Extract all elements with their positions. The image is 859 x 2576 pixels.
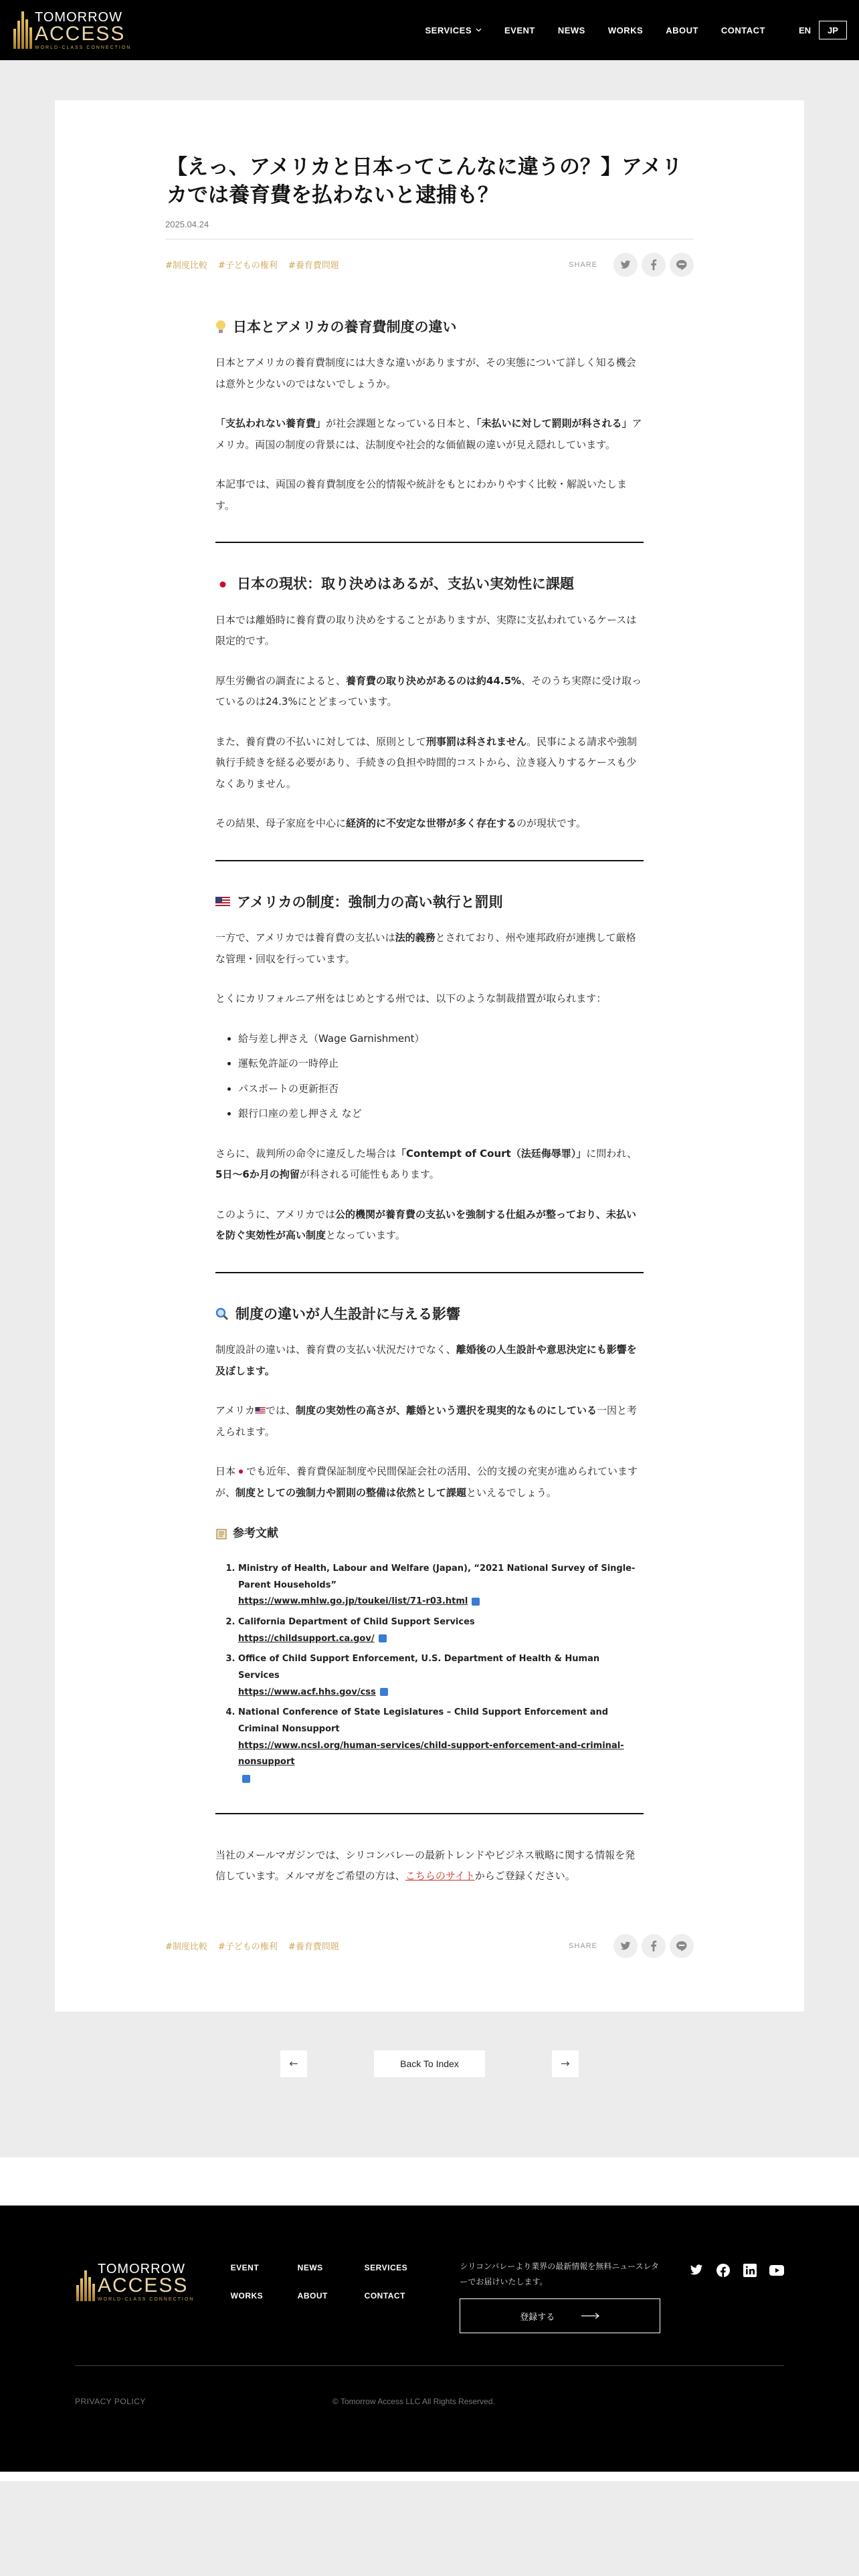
logo-line3: WORLD-CLASS CONNECTION	[35, 45, 132, 50]
text: 。民事による請求や強制執行手続きを経る必要があり、手続きの負担や時間的コストから、泣き寝入りするケースも少なくありません。	[215, 735, 638, 790]
facebook-icon	[650, 1941, 657, 1951]
section-heading	[215, 892, 644, 914]
tag-list	[165, 1939, 339, 1952]
paragraph: 日本では離婚時に養育費の取り決めをすることがありますが、実際に支払われているケースは限定的です。	[215, 613, 637, 647]
logo-mark-icon	[12, 11, 32, 49]
paragraph	[215, 732, 644, 795]
spacer-band	[0, 2157, 859, 2206]
text: 厚生労働省の調査によると、	[215, 674, 347, 687]
article-meta	[165, 239, 694, 277]
text: といえるでしょう。	[466, 1486, 557, 1499]
text: 一方で、アメリカでは養育費の支払いは	[215, 932, 395, 944]
text: 当社のメールマガジンでは、シリコンバレーの最新トレンドやビジネス戦略に関する情報を発信しています。メルマガをご希望の方は、	[215, 1848, 636, 1883]
references-heading-text: 参考文献	[233, 1527, 278, 1541]
facebook-icon	[717, 2264, 730, 2277]
logo-mark-icon	[75, 2264, 95, 2301]
text: に問われ、	[586, 1147, 638, 1160]
share-label: SHARE	[569, 260, 597, 269]
paragraph	[215, 1400, 644, 1442]
logo-line2: ACCESS	[98, 2274, 189, 2297]
divider	[215, 1813, 644, 1814]
back-to-index-button[interactable]: Back To Index	[374, 2050, 485, 2077]
facebook-link[interactable]	[716, 2263, 731, 2278]
footer-newsletter	[460, 2259, 660, 2334]
paragraph: 日本とアメリカの養育費制度には大きな違いがありますが、その実態について詳しく知る機会は意外と少ないのではないでしょうか。	[215, 356, 636, 390]
list-item: • 運転免許証の一時停止	[238, 1053, 644, 1075]
reference-link[interactable]: https://www.mhlw.go.jp/toukei/list/71-r03.html	[238, 1596, 468, 1607]
reference-title: 2. California Department of Child Support Services	[238, 1616, 475, 1627]
paragraph	[215, 1144, 644, 1186]
footer-logo[interactable]	[75, 2259, 202, 2306]
subscribe-label: 登録する	[520, 2312, 555, 2323]
text: アメリカ。両国の制度の背景には、法制度や社会的な価値観の違いが見え隠れしています。	[215, 417, 642, 451]
paragraph	[215, 1339, 644, 1382]
paragraph: とくにカリフォルニア州をはじめとする州では、以下のような制裁措置が取られます：	[215, 992, 607, 1005]
share-facebook-button[interactable]	[642, 253, 666, 277]
text: 日本	[215, 1465, 236, 1478]
book-icon	[215, 1528, 227, 1540]
footer-top	[75, 2259, 784, 2334]
emphasis: 法的義務	[395, 932, 436, 944]
emphasis: 経済的に不安定な世帯が多く存在する	[346, 817, 517, 830]
divider	[215, 542, 644, 543]
linkedin-link[interactable]	[743, 2263, 757, 2278]
prev-article-button[interactable]: ←	[280, 2050, 307, 2077]
section-heading	[215, 1304, 644, 1325]
reference-item	[238, 1561, 644, 1610]
text: となっています。	[326, 1229, 405, 1242]
tag-link[interactable]: #制度比較	[165, 1942, 207, 1953]
share-twitter-button[interactable]	[613, 253, 638, 277]
lang-en-button[interactable]: EN	[798, 25, 812, 35]
tag-link[interactable]: #子どもの権利	[217, 261, 278, 272]
emphasis: 「未払いに対して罰則が科される」	[476, 417, 632, 430]
twitter-icon	[620, 1941, 631, 1951]
logo-text	[98, 2262, 194, 2302]
share-line-button[interactable]	[670, 253, 694, 277]
emphasis: 離婚後の人生設計や意思決定にも影響を及ぼします。	[215, 1344, 637, 1377]
bottom-strip	[0, 2472, 859, 2481]
site-logo[interactable]	[12, 7, 131, 53]
divider	[215, 860, 644, 861]
line-icon	[676, 259, 688, 270]
text: 一因と考えられます。	[215, 1404, 637, 1438]
article-wrap	[0, 60, 859, 2012]
footer-link-news[interactable]: NEWS	[297, 2262, 323, 2272]
emphasis: 「Contempt of Court（法廷侮辱罪）」	[396, 1147, 587, 1160]
article-footer-meta	[165, 1934, 694, 1958]
magnifier-icon	[215, 1307, 229, 1321]
list-item: • パスポートの更新拒否	[238, 1079, 644, 1100]
twitter-icon	[690, 2264, 703, 2276]
nav-about[interactable]: ABOUT	[666, 25, 698, 35]
footer-newsletter-text: シリコンバレーより業界の最新情報を無料ニュースレターでお届けいたします。	[460, 2261, 660, 2286]
newsletter-note	[215, 1845, 644, 1887]
section-heading	[215, 317, 644, 338]
share-label: SHARE	[569, 1941, 597, 1950]
references-list	[238, 1561, 644, 1788]
lightbulb-icon	[215, 320, 226, 334]
lang-jp-button[interactable]: JP	[819, 21, 847, 39]
text: 、そのうち実際に受け取っているのは24.3%にとどまっています。	[215, 674, 642, 708]
footer-link-works[interactable]: WORKS	[230, 2290, 264, 2300]
social-links	[689, 2263, 784, 2278]
tag-list	[165, 258, 339, 271]
emphasis: 公的機関が養育費の支払いを強制する仕組みが整っており、未払いを防ぐ実効性が高い制度	[215, 1208, 636, 1242]
external-link-icon	[380, 1688, 388, 1696]
article-title: 【えっ、アメリカと日本ってこんなに違うの？】アメリカでは養育費を払わないと逮捕も？	[167, 155, 682, 207]
language-switcher	[791, 21, 847, 39]
next-article-button[interactable]: →	[552, 2050, 579, 2077]
youtube-link[interactable]	[769, 2263, 784, 2278]
tag-link[interactable]: #制度比較	[165, 261, 207, 272]
tag-link[interactable]: #養育費問題	[288, 261, 339, 272]
nav-services[interactable]	[425, 25, 482, 35]
logo-line2: ACCESS	[35, 22, 126, 45]
reference-link[interactable]: https://www.acf.hhs.gov/css	[238, 1687, 376, 1697]
reference-link[interactable]: https://www.ncsl.org/human-services/child-support-enforcement-and-criminal-nonsupport	[238, 1740, 624, 1767]
share-twitter-button[interactable]	[613, 1934, 638, 1958]
privacy-policy-link[interactable]: PRIVACY POLICY	[75, 2397, 146, 2407]
reference-item	[238, 1614, 644, 1647]
reference-title: 4. National Conference of State Legislatures – Child Support Enforcement and Criminal Nonsupport	[238, 1707, 609, 1735]
emphasis: 刑事罰は科されません	[426, 735, 527, 748]
section1-heading-text: 日本とアメリカの養育費制度の違い	[233, 318, 457, 335]
nav-services-label: SERVICES	[425, 25, 472, 35]
text: さらに、裁判所の命令に違反した場合は	[215, 1147, 397, 1160]
nav-works[interactable]: WORKS	[607, 25, 644, 35]
text: また、養育費の不払いに対しては、原則として	[215, 735, 427, 748]
text: が社会課題となっている日本と、	[326, 417, 477, 430]
twitter-link[interactable]	[689, 2263, 704, 2278]
chevron-down-icon	[476, 28, 482, 32]
text: 制度設計の違いは、養育費の支払い状況だけでなく、	[215, 1344, 456, 1356]
footer-link-event[interactable]: EVENT	[230, 2262, 260, 2272]
nav-news[interactable]: NEWS	[557, 25, 585, 35]
paragraph: 本記事では、両国の養育費制度を公的情報や統計をもとにわかりやすく比較・解説いたします。	[215, 478, 628, 512]
arrow-right-icon	[581, 2313, 600, 2319]
list-item: • 給与差し押さえ（Wage Garnishment）	[238, 1029, 644, 1050]
divider	[215, 1272, 644, 1273]
japan-flag-icon	[215, 579, 230, 590]
section2-heading-text: 日本の現状：取り決めはあるが、支払い実効性に課題	[237, 576, 574, 593]
twitter-icon	[620, 260, 631, 270]
article-date: 2025.04.24	[165, 219, 209, 229]
text: のが現状です。	[516, 817, 586, 830]
text: とされており、州や連邦政府が連携して厳格な管理・回収を行っています。	[215, 932, 636, 965]
reference-item	[238, 1651, 644, 1701]
logo-line1: TOMORROW	[98, 2262, 185, 2277]
footer-link-contact[interactable]: CONTACT	[364, 2290, 405, 2300]
nav-event[interactable]: EVENT	[504, 25, 535, 35]
external-link-icon	[379, 1634, 387, 1642]
list-item: • 銀行口座の差し押さえ など	[238, 1103, 644, 1125]
japan-flag-icon	[235, 1468, 246, 1475]
copyright: © Tomorrow Access LLC All Rights Reserved.	[332, 2397, 495, 2407]
site-header	[0, 0, 859, 60]
article-header	[165, 154, 694, 277]
reference-title: 3. Office of Child Support Enforcement, U.S. Department of Health & Human Services	[238, 1654, 600, 1681]
text: でも近年、養育費保証制度や民間保証会社の活用、公的支援の充実が進められていますが、	[215, 1465, 638, 1499]
text: が科される可能性もあります。	[299, 1168, 440, 1181]
emphasis: 制度としての強制力や罰則の整備は依然として課題	[235, 1486, 467, 1499]
text: その結果、母子家庭を中心に	[215, 817, 347, 830]
facebook-icon	[650, 259, 657, 270]
section-heading	[215, 574, 644, 595]
emphasis: 「支払われない養育費」	[215, 417, 326, 430]
reference-item	[238, 1705, 644, 1787]
subscribe-button[interactable]	[460, 2298, 660, 2333]
emphasis: 制度の実効性の高さが、離婚という選択を現実的なものにしている	[295, 1404, 597, 1417]
footer-bottom	[75, 2365, 784, 2406]
article	[55, 100, 804, 2012]
share-bar	[569, 1934, 694, 1958]
paragraph	[215, 1204, 644, 1247]
logo-line3: WORLD-CLASS CONNECTION	[98, 2297, 195, 2302]
external-link-icon	[242, 1775, 250, 1783]
article-pager	[0, 2012, 859, 2157]
text: からご登録ください。	[474, 1870, 575, 1883]
youtube-icon	[769, 2265, 784, 2276]
section3-heading-text: アメリカの制度：強制力の高い執行と罰則	[237, 893, 503, 910]
article-body	[215, 317, 644, 1887]
newsletter-site-link[interactable]: こちらのサイト	[405, 1870, 475, 1883]
logo-line1: TOMORROW	[35, 9, 122, 25]
tag-link[interactable]: #子どもの権利	[217, 1942, 278, 1953]
paragraph	[215, 413, 644, 455]
footer-link-about[interactable]: ABOUT	[297, 2290, 328, 2300]
line-icon	[676, 1941, 688, 1951]
text: このように、アメリカでは	[215, 1208, 335, 1220]
text: では、	[265, 1404, 296, 1417]
reference-link[interactable]: https://childsupport.ca.gov/	[238, 1633, 375, 1644]
nav-contact[interactable]: CONTACT	[721, 25, 765, 35]
section4-heading-text: 制度の違いが人生設計に与える影響	[235, 1305, 460, 1322]
sanction-list	[238, 1029, 644, 1125]
logo-text	[35, 11, 131, 50]
share-bar	[569, 253, 694, 277]
emphasis: 養育費の取り決めがあるのは約44.5%	[346, 674, 522, 687]
share-facebook-button[interactable]	[642, 1934, 666, 1958]
footer-link-services[interactable]: SERVICES	[364, 2262, 408, 2272]
usa-flag-icon	[255, 1407, 266, 1414]
paragraph	[215, 1461, 644, 1503]
text: アメリカ	[215, 1404, 255, 1417]
reference-title: 1. Ministry of Health, Labour and Welfare (Japan), “2021 National Survey of Single-Parent Households”	[238, 1563, 636, 1590]
footer-links	[231, 2263, 432, 2300]
external-link-icon	[472, 1598, 480, 1606]
tag-link[interactable]: #養育費問題	[288, 1942, 339, 1953]
usa-flag-icon	[215, 897, 230, 907]
emphasis: 5日〜6か月の拘留	[215, 1168, 300, 1181]
site-footer	[0, 2206, 859, 2472]
share-line-button[interactable]	[670, 1934, 694, 1958]
paragraph	[215, 671, 644, 713]
linkedin-icon	[743, 2264, 757, 2277]
paragraph	[215, 813, 644, 835]
paragraph	[215, 928, 644, 970]
main-nav	[402, 21, 847, 39]
references-heading	[215, 1522, 644, 1546]
